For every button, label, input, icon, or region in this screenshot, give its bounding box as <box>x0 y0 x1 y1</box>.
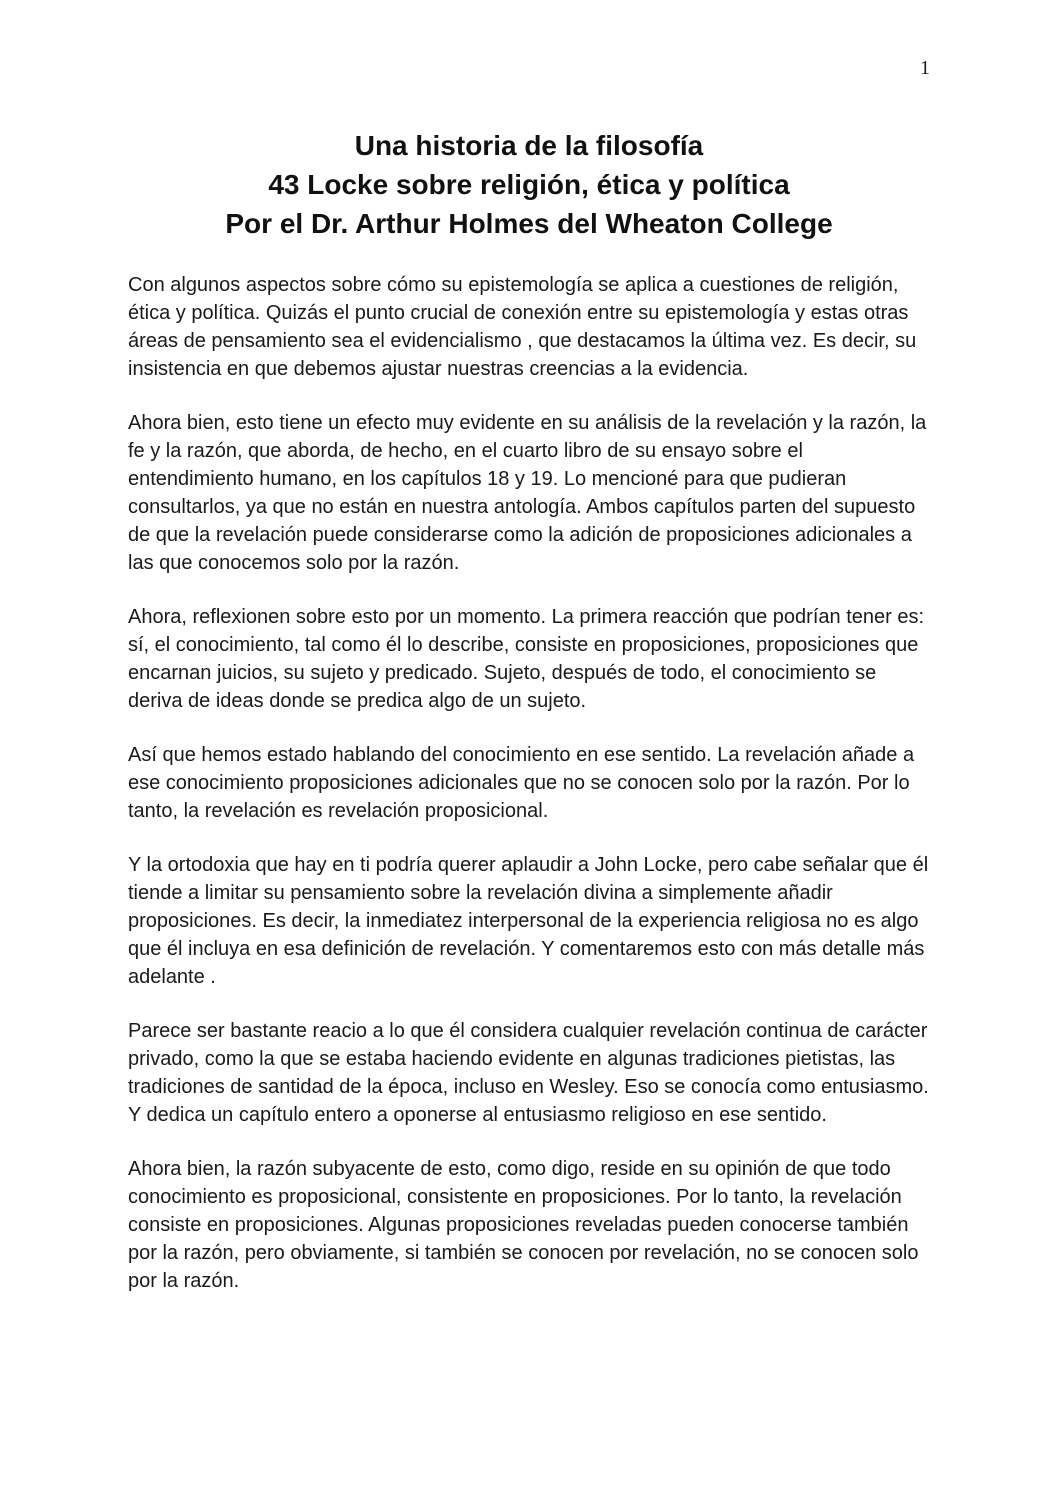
page-title-line-3: Por el Dr. Arthur Holmes del Wheaton College <box>225 208 833 239</box>
paragraph: Así que hemos estado hablando del conocimiento en ese sentido. La revelación añade a ese conocimiento proposiciones adicionales que no se conocen solo por la razón. Por lo tanto, la revelación es revelación proposicional. <box>128 744 915 822</box>
title-block <box>128 126 930 243</box>
paragraph: Ahora bien, esto tiene un efecto muy evidente en su análisis de la revelación y la razón, la fe y la razón, que aborda, de hecho, en el cuarto libro de su ensayo sobre el entendimiento humano, en los capítulos 18 y 19. Lo mencioné para que pudieran consultarlos, ya que no están en nuestra antología. Ambos capítulos parten del supuesto de que la revelación puede considerarse como la adición de proposiciones adicionales a las que conocemos solo por la razón. <box>128 412 927 574</box>
paragraph: Parece ser bastante reacio a lo que él considera cualquier revelación continua de carácter privado, como la que se estaba haciendo evidente en algunas tradiciones pietistas, las tradiciones de santidad de la época, incluso en Wesley. Eso se conocía como entusiasmo. Y dedica un capítulo entero a oponerse al entusiasmo religioso en ese sentido. <box>128 1020 929 1126</box>
page-title-line-2: 43 Locke sobre religión, ética y política <box>268 169 790 200</box>
page-title-line-1: Una historia de la filosofía <box>354 130 704 161</box>
document-body <box>128 271 930 1295</box>
paragraph: Ahora, reflexionen sobre esto por un momento. La primera reacción que podrían tener es: sí, el conocimiento, tal como él lo describe, consiste en proposiciones, proposiciones que encarnan juicios, su sujeto y predicado. Sujeto, después de todo, el conocimiento se deriva de ideas donde se predica algo de un sujeto. <box>128 606 925 712</box>
paragraph: Y la ortodoxia que hay en ti podría querer aplaudir a John Locke, pero cabe señalar que él tiende a limitar su pensamiento sobre la revelación divina a simplemente añadir proposiciones. Es decir, la inmediatez interpersonal de la experiencia religiosa no es algo que él incluya en esa definición de revelación. Y comentaremos esto con más detalle más adelante . <box>128 854 929 988</box>
page-number: 1 <box>920 57 930 79</box>
paragraph: Ahora bien, la razón subyacente de esto, como digo, reside en su opinión de que todo conocimiento es proposicional, consistente en proposiciones. Por lo tanto, la revelación consiste en proposiciones. Algunas proposiciones reveladas pueden conocerse también por la razón, pero obviamente, si también se conocen por revelación, no se conocen solo por la razón. <box>128 1158 919 1292</box>
paragraph: Con algunos aspectos sobre cómo su epistemología se aplica a cuestiones de religión, ética y política. Quizás el punto crucial de conexión entre su epistemología y estas otras áreas de pensamiento sea el evidencialismo , que destacamos la última vez. Es decir, su insistencia en que debemos ajustar nuestras creencias a la evidencia. <box>128 274 917 380</box>
